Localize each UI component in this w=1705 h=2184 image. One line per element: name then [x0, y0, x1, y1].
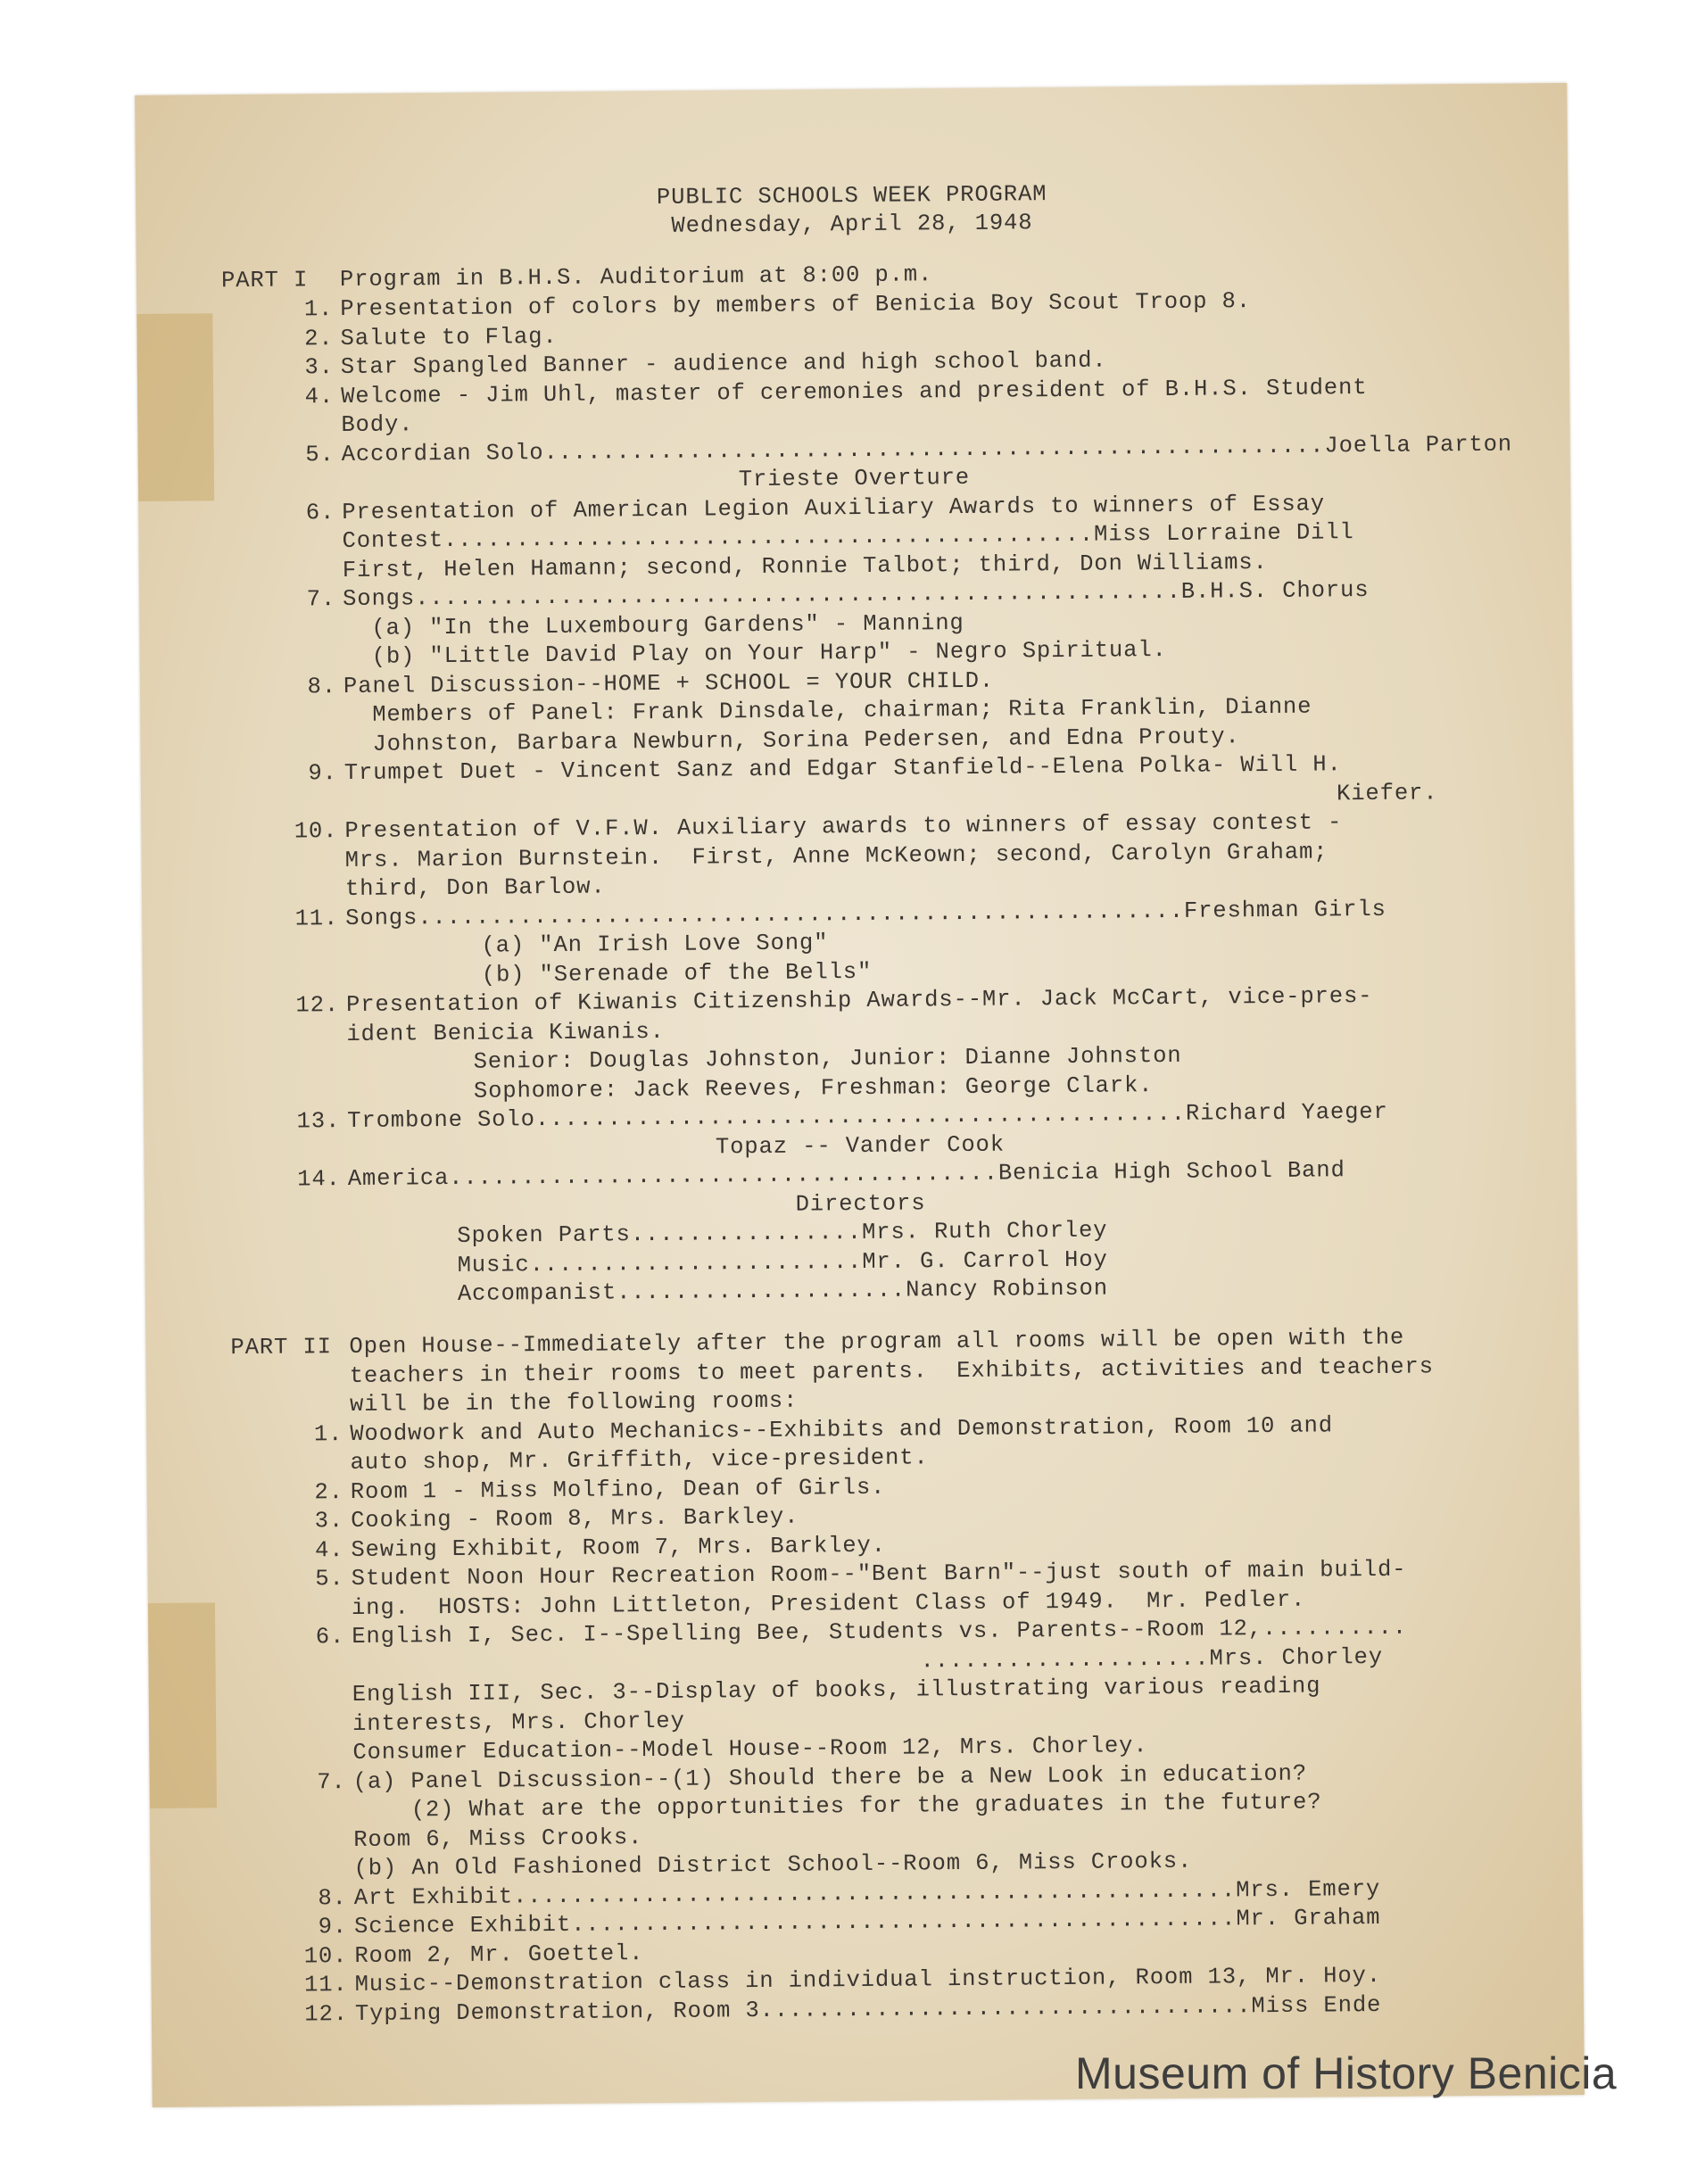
part2-intro-line: teachers in their rooms to meet parents. Exhibits, activities and teachers — [349, 1353, 1434, 1389]
part1-item-text: Mrs. Marion Burnstein. First, Anne McKeown; second, Carolyn Graham; — [344, 838, 1328, 873]
director-entry: Spoken Parts................Mrs. Ruth Chorley — [457, 1217, 1108, 1249]
part2-item-number: 6. — [315, 1624, 345, 1650]
part1-item-number: 7. — [306, 586, 336, 613]
museum-watermark: Museum of History Benicia — [1075, 2048, 1618, 2098]
part2-item-text: (2) What are the opportunities for the graduates in the future? — [352, 1789, 1322, 1824]
part2-item-text: English I, Sec. I--Spelling Bee, Students vs. Parents--Room 12,.......... — [352, 1614, 1408, 1650]
part1-item-text: First, Helen Hamann; second, Ronnie Talbot; third, Don Williams. — [342, 549, 1268, 583]
part1-item-text: (a) "In the Luxembourg Gardens" - Manning — [371, 609, 964, 641]
part2-item-number: 9. — [318, 1914, 348, 1940]
part1-item-text: Johnston, Barbara Newburn, Sorina Pedersen, and Edna Prouty. — [372, 723, 1240, 757]
part1-item-number: 3. — [304, 354, 334, 381]
part1-item-number: 9. — [308, 760, 337, 787]
part1-item-text: Topaz -- Vander Cook — [715, 1131, 1006, 1160]
part1-item-number: 10. — [294, 818, 338, 845]
part2-item-number: 3. — [314, 1508, 344, 1535]
part1-label: PART I — [220, 267, 309, 294]
part1-item-text: Presentation of colors by members of Benicia Boy Scout Troop 8. — [340, 288, 1252, 323]
part1-item-text: Sophomore: Jack Reeves, Freshman: George Clark. — [473, 1071, 1154, 1104]
part1-item-text: (b) "Serenade of the Bells" — [481, 958, 873, 989]
part2-item-text: English III, Sec. 3--Display of books, illustrating various reading — [352, 1673, 1321, 1708]
part1-item-text: Star Spangled Banner - audience and high school band. — [340, 347, 1107, 381]
part2-item-text: ....................Mrs. Chorley — [920, 1643, 1384, 1674]
part2-item-text: Music--Demonstration class in individual instruction, Room 13, Mr. Hoy. — [354, 1962, 1382, 1998]
part1-item-text: Contest.............................................Miss Lorraine Dill — [342, 519, 1354, 555]
part2-item-text: Consumer Education--Model House--Room 12, Mrs. Chorley. — [352, 1733, 1148, 1766]
part1-item-text: Trumpet Duet - Vincent Sanz and Edgar Stanfield--Elena Polka- Will H. — [343, 751, 1342, 787]
director-entry: Accompanist....................Nancy Robinson — [457, 1275, 1109, 1307]
part2-item-text: (b) An Old Fashioned District School--Room 6, Miss Crooks. — [353, 1848, 1193, 1882]
part2-item-number: 12. — [304, 2000, 349, 2027]
part2-label: PART II — [230, 1334, 332, 1361]
part1-item-number: 5. — [305, 441, 335, 467]
director-entry: Music.......................Mr. G. Carrol Hoy — [457, 1246, 1108, 1278]
paper-sheet — [135, 83, 1585, 2107]
part2-item-number: 11. — [303, 1972, 348, 1998]
part1-item-number: 2. — [304, 325, 334, 352]
part1-item-number: 4. — [304, 383, 335, 410]
part1-intro: Program in B.H.S. Auditorium at 8:00 p.m. — [339, 261, 933, 294]
part1-item-text: Body. — [341, 411, 414, 439]
part1-item-text: ident Benicia Kiwanis. — [346, 1018, 665, 1047]
part1-item-text: Songs.....................................................B.H.S. Chorus — [342, 576, 1370, 613]
part2-item-number: 7. — [317, 1768, 346, 1795]
part1-item-text: Presentation of Kiwanis Citizenship Awards--Mr. Jack McCart, vice-pres- — [345, 982, 1373, 1019]
part2-item-number: 2. — [314, 1478, 343, 1505]
part2-item-text: Cooking - Room 8, Mrs. Barkley. — [351, 1503, 799, 1534]
part1-item-text: Directors — [795, 1189, 926, 1218]
program-title: PUBLIC SCHOOLS WEEK PROGRAM — [656, 181, 1047, 211]
part2-item-number: 4. — [314, 1536, 344, 1563]
part2-intro-line: will be in the following rooms: — [349, 1387, 799, 1418]
part2-item-text: Science Exhibit..............................................Mr. Graham — [353, 1904, 1381, 1940]
document-body — [135, 83, 1585, 2107]
part1-item-text: (a) "An Irish Love Song" — [481, 930, 829, 959]
part1-item-number: 11. — [294, 905, 339, 932]
part1-item-text: Presentation of V.F.W. Auxiliary awards to winners of essay contest - — [344, 809, 1343, 845]
program-date: Wednesday, April 28, 1948 — [671, 210, 1033, 239]
part1-item-text: Presentation of American Legion Auxiliary Awards to winners of Essay — [342, 490, 1326, 525]
part1-item-text: Senior: Douglas Johnston, Junior: Dianne Johnston — [473, 1042, 1182, 1075]
part2-item-text: Room 6, Miss Crooks. — [353, 1824, 643, 1853]
part2-item-text: auto shop, Mr. Griffith, vice-president. — [350, 1444, 929, 1476]
part2-item-text: Room 1 - Miss Molfino, Dean of Girls. — [350, 1474, 886, 1505]
part2-item-number: 1. — [313, 1420, 343, 1447]
part2-item-text: Typing Demonstration, Room 3..................................Miss Ende — [354, 1991, 1382, 2027]
part1-item-text: Trieste Overture — [738, 464, 971, 493]
part1-item-text: Accordian Solo......................................................Joella Parton — [341, 431, 1513, 467]
part2-item-text: Student Noon Hour Recreation Room--"Bent Barn"--just south of main build- — [351, 1556, 1407, 1592]
part1-item-number: 12. — [295, 992, 340, 1019]
part2-item-text: (a) Panel Discussion--(1) Should there be a New Look in education? — [352, 1760, 1308, 1795]
part1-item-text: Songs.....................................................Freshman Girls — [345, 896, 1386, 931]
part1-item-text: third, Don Barlow. — [344, 873, 606, 903]
part1-item-text: (b) "Little David Play on Your Harp" - Negro Spiritual. — [371, 636, 1167, 670]
part1-item-number: 14. — [297, 1166, 341, 1193]
part2-item-text: Art Exhibit..................................................Mrs. Emery — [353, 1875, 1381, 1911]
part1-item-number: 13. — [296, 1108, 341, 1135]
part1-item-text: Panel Discussion--HOME + SCHOOL = YOUR CHILD. — [343, 667, 995, 699]
part1-item-text: Welcome - Jim Uhl, master of ceremonies and president of B.H.S. Student — [341, 374, 1368, 410]
part2-item-number: 5. — [315, 1566, 344, 1592]
part1-item-text: Kiefer. — [1336, 779, 1438, 807]
part2-item-number: 8. — [318, 1884, 347, 1911]
part2-item-text: Sewing Exhibit, Room 7, Mrs. Barkley. — [351, 1532, 887, 1563]
part2-item-text: ing. HOSTS: John Littleton, President Class of 1949. Mr. Pedler. — [351, 1586, 1306, 1621]
part1-item-text: Trombone Solo.............................................Richard Yaeger — [347, 1098, 1388, 1135]
part2-item-text: Room 2, Mr. Goettel. — [354, 1940, 644, 1969]
part2-item-text: Woodwork and Auto Mechanics--Exhibits and Demonstration, Room 10 and — [350, 1411, 1334, 1447]
part1-item-text: Members of Panel: Frank Dinsdale, chairman; Rita Franklin, Dianne — [372, 693, 1312, 728]
part2-intro-line: Open House--Immediately after the program all rooms will be open with the — [349, 1324, 1405, 1361]
part1-item-number: 6. — [305, 499, 335, 525]
part2-item-number: 10. — [303, 1942, 348, 1969]
part2-item-text: interests, Mrs. Chorley — [352, 1708, 685, 1737]
part1-item-text: Salute to Flag. — [340, 323, 558, 352]
part1-item-text: America......................................Benicia High School Band — [347, 1157, 1345, 1193]
part1-item-number: 1. — [303, 296, 334, 323]
part1-item-number: 8. — [307, 673, 337, 699]
